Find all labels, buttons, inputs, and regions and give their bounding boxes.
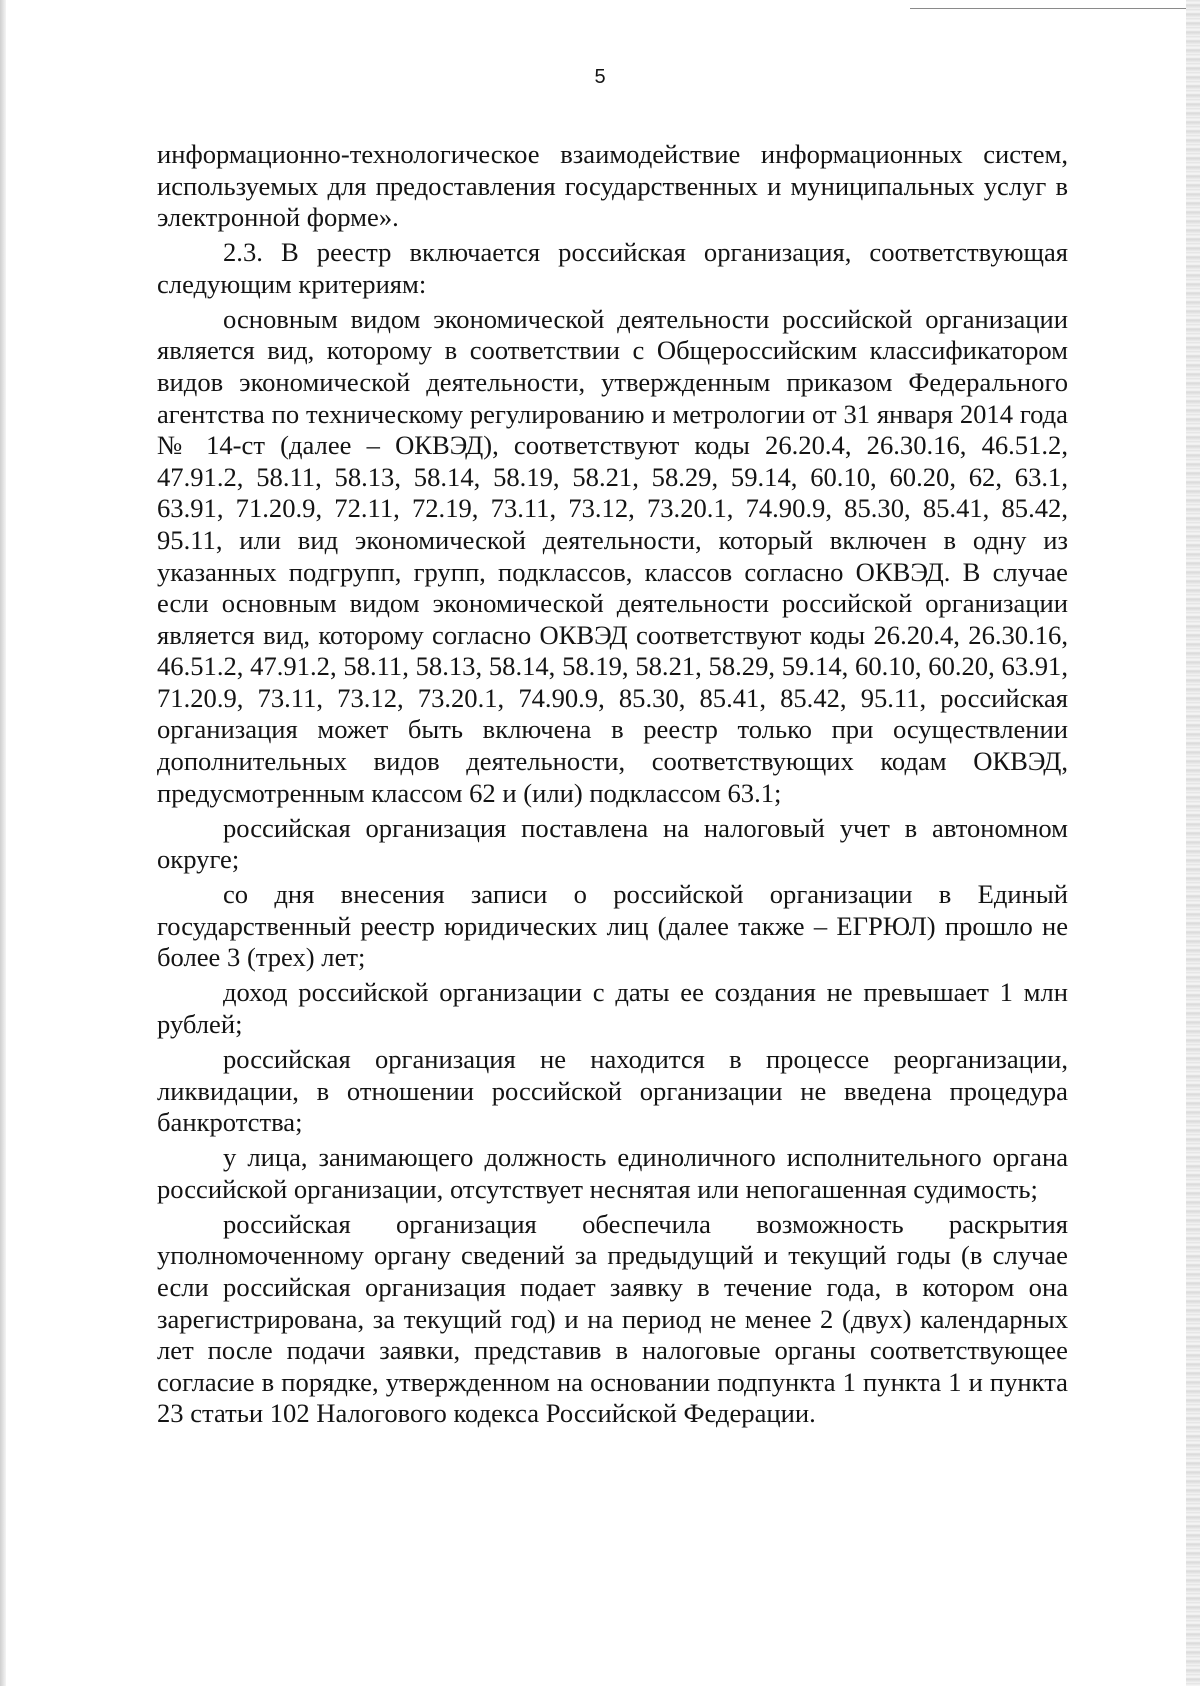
paragraph-section-2-3: 2.3. В реестр включается российская организация, соответствующая следующим критериям: [157,237,1068,299]
scan-right-edge [1186,0,1200,1686]
paragraph-continuation: информационно-технологическое взаимодействие информационных систем, используемых для предоставления государственных и муниципальных услуг в электронной форме». [157,139,1068,233]
criterion-income-limit: доход российской организации с даты ее создания не превышает 1 млн рублей; [157,977,1068,1039]
document-body [157,139,1068,1433]
top-rule-line [910,8,1186,9]
criterion-tax-disclosure: российская организация обеспечила возможность раскрытия уполномоченному органу сведений за предыдущий и текущий годы (в случае если российская организация подает заявку в течение года, в котором она зарегистрирована, за текущий год) и на период не менее 2 (двух) календарных лет после подачи заявки, представив в налоговые органы соответствующее согласие в порядке, утвержденном на основании подпункта 1 пункта 1 и пункта 23 статьи 102 Налогового кодекса Российской Федерации. [157,1208,1068,1429]
criterion-no-criminal-record: у лица, занимающего должность единоличного исполнительного органа российской организации, отсутствует неснятая или непогашенная судимость; [157,1142,1068,1204]
criterion-tax-registration: российская организация поставлена на налоговый учет в автономном округе; [157,812,1068,875]
criterion-okved-codes: основным видом экономической деятельности российской организации является вид, которому в соответствии с Общероссийским классификатором видов экономической деятельности, утвержденным приказом Федерального агентства по техническому регулированию и метрологии от 31 января 2014 года № 14-ст (далее – ОКВЭД), соответствуют коды 26.20.4, 26.30.16, 46.51.2, 47.91.2, 58.11, 58.13, 58.14, 58.19, 58.21, 58.29, 59.14, 60.10, 60.20, 62, 63.1, 63.91, 71.20.9, 72.11, 72.19, 73.11, 73.12, 73.20.1, 74.90.9, 85.30, 85.41, 85.42, 95.11, или вид экономической деятельности, который включен в одну из указанных подгрупп, групп, подклассов, классов согласно ОКВЭД. В случае если основным видом экономической деятельности российской организации является вид, которому согласно ОКВЭД соответствуют коды 26.20.4, 26.30.16, 46.51.2, 47.91.2, 58.11, 58.13, 58.14, 58.19, 58.21, 58.29, 59.14, 60.10, 60.20, 63.91, 71.20.9, 73.11, 73.12, 73.20.1, 74.90.9, 85.30, 85.41, 85.42, 95.11, российская организация может быть включена в реестр только при осуществлении дополнительных видов деятельности, соответствующих кодам ОКВЭД, предусмотренным классом 62 и (или) подклассом 63.1; [157,303,1068,808]
criterion-no-reorganization: российская организация не находится в процессе реорганизации, ликвидации, в отношении российской организации не введена процедура банкротства; [157,1043,1068,1138]
page-number: 5 [594,66,606,88]
criterion-egrul-age: со дня внесения записи о российской организации в Единый государственный реестр юридических лиц (далее также – ЕГРЮЛ) прошло не более 3 (трех) лет; [157,879,1068,973]
scan-left-edge [0,0,6,1686]
